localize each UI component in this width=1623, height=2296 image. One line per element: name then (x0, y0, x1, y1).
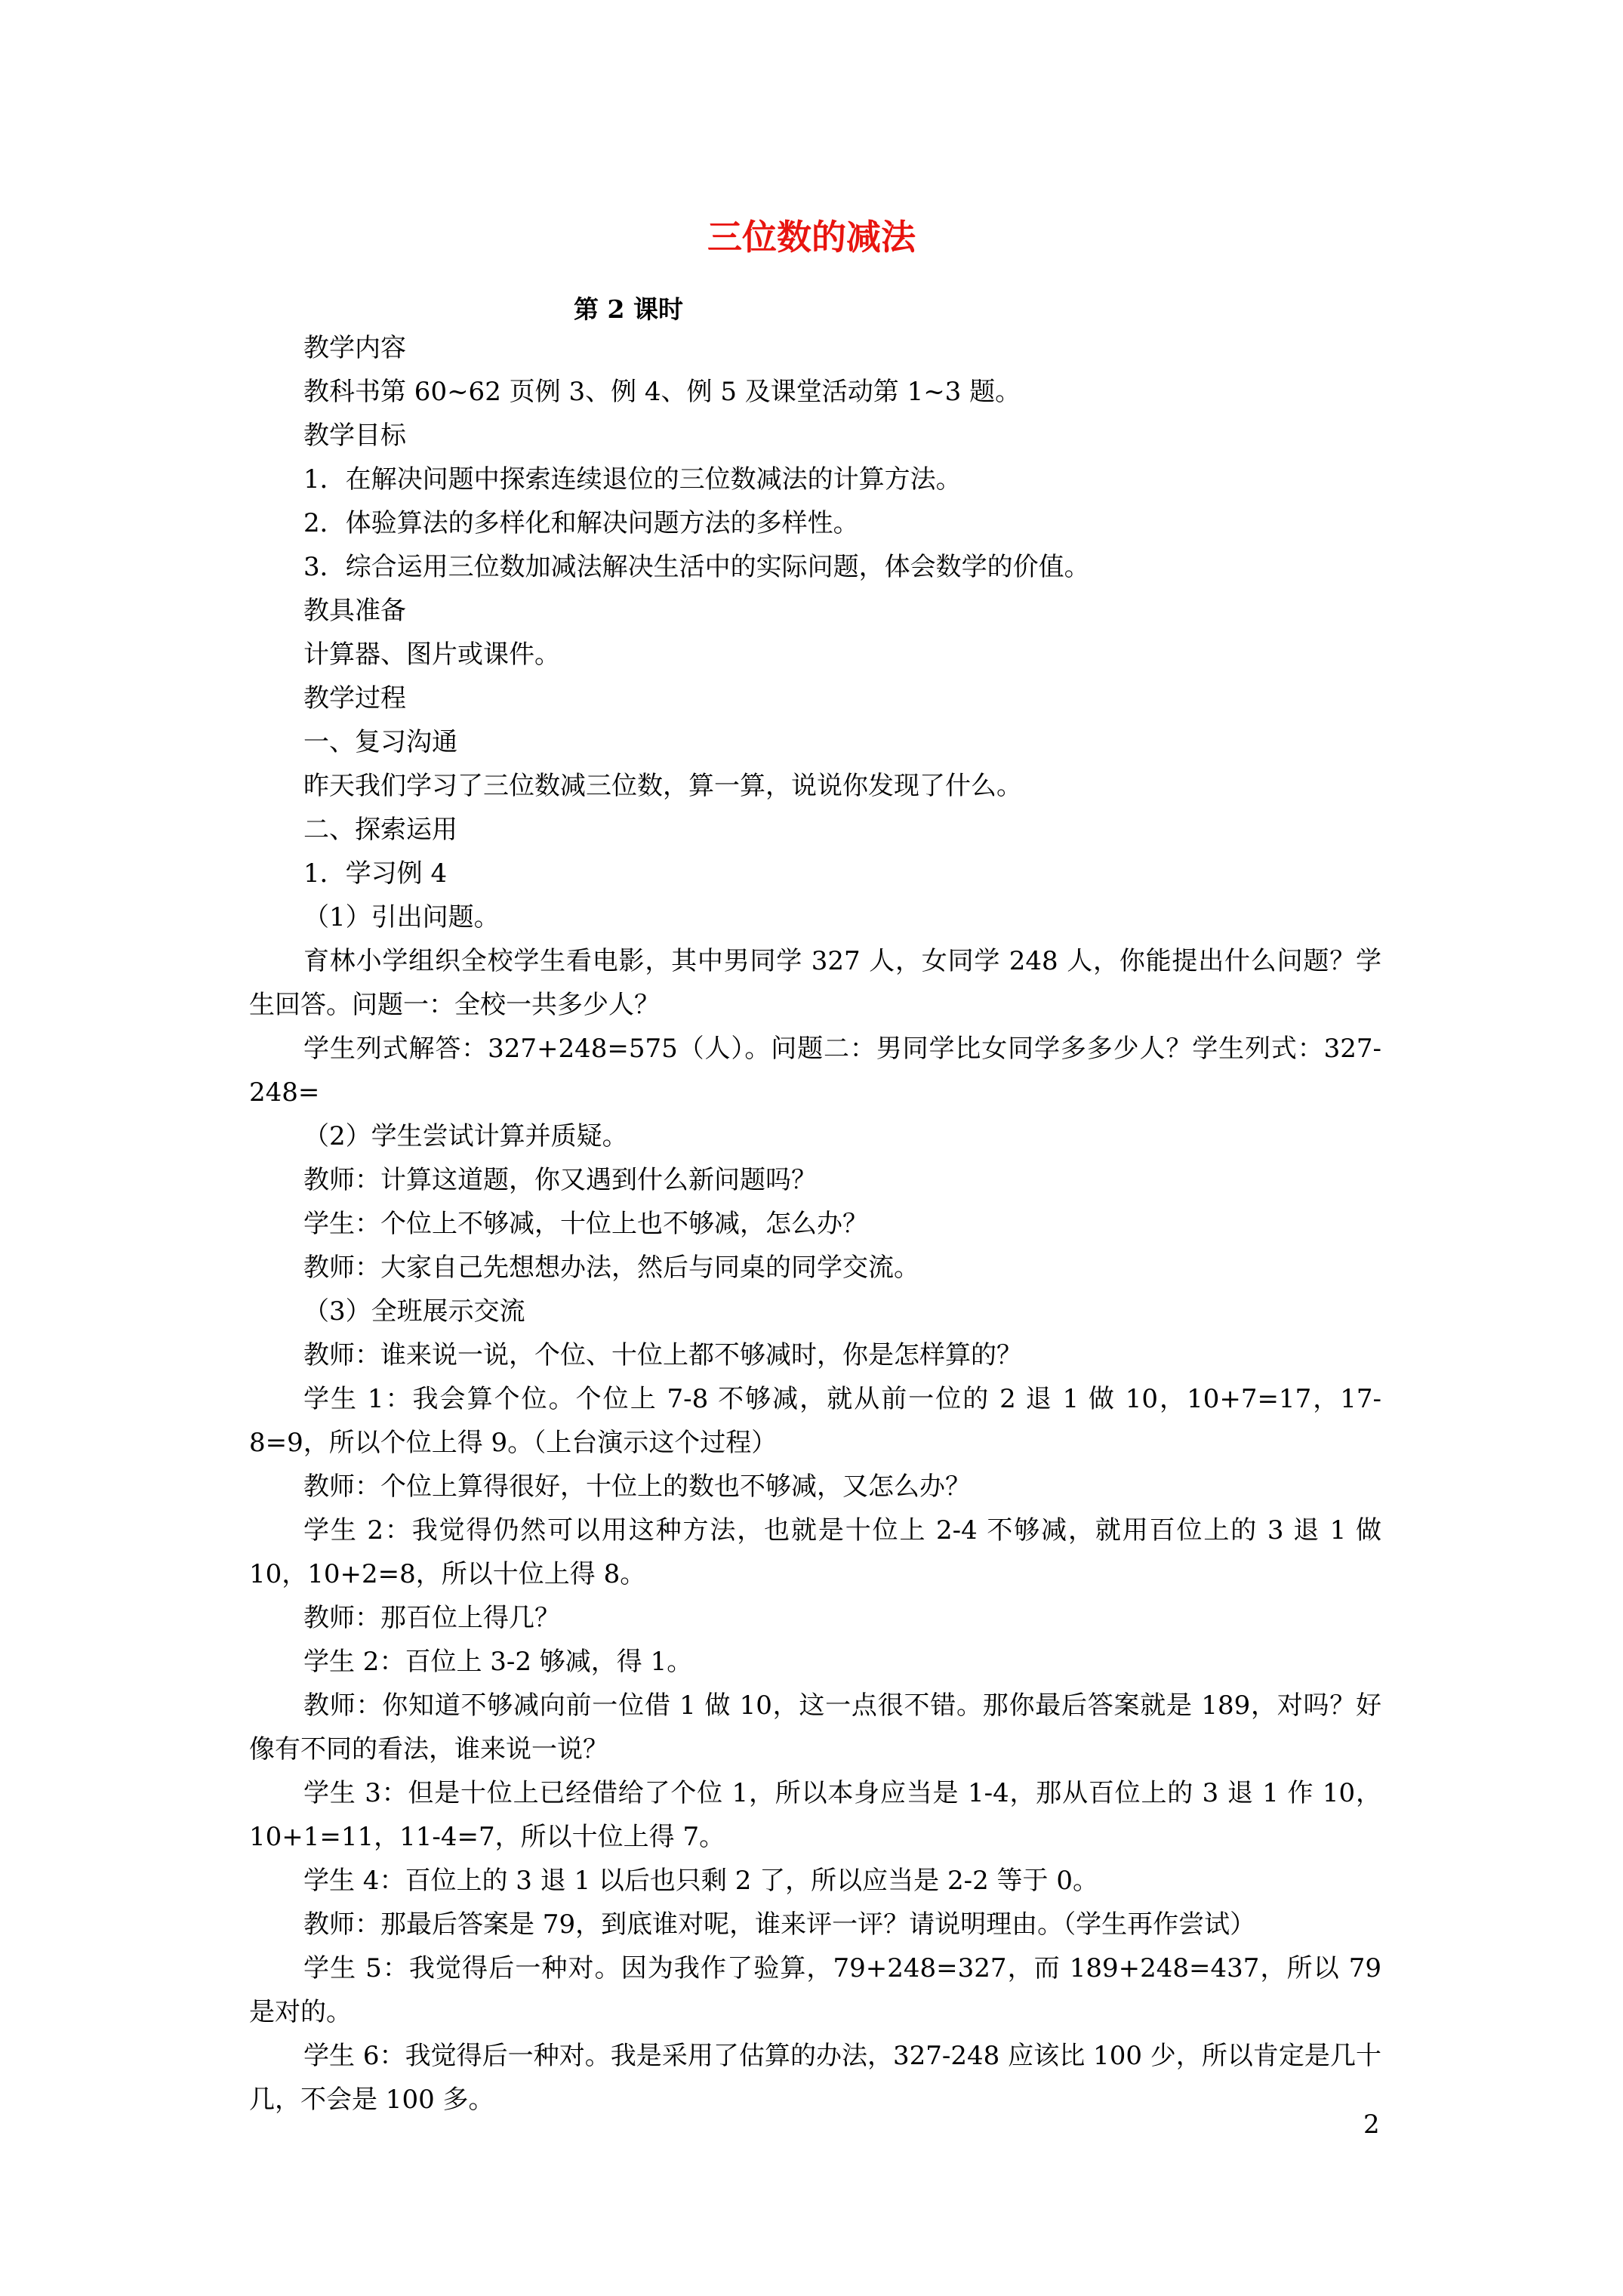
paragraph: 学生 2：百位上 3-2 够减，得 1。 (303, 1647, 693, 1677)
paragraph: （2）学生尝试计算并质疑。 (303, 1121, 628, 1151)
paragraph: 教具准备 (303, 596, 406, 626)
paragraph: 教师：计算这道题，你又遇到什么新问题吗？ (303, 1165, 817, 1195)
paragraph: 计算器、图片或课件。 (303, 639, 560, 670)
paragraph: 教科书第 60~62 页例 3、例 4、例 5 及课堂活动第 1~3 题。 (303, 377, 1021, 407)
paragraph: 学生 1：我会算个位。个位上 7-8 不够减，就从前一位的 2 退 1 做 10，10+7=17，17-8=9，所以个位上得 9。（上台演示这个过程） (249, 1384, 1381, 1458)
paragraph: 教学过程 (303, 683, 406, 713)
paragraph: 教师：谁来说一说，个位、十位上都不够减时，你是怎样算的？ (303, 1340, 1022, 1370)
paragraph: 1．在解决问题中探索连续退位的三位数减法的计算方法。 (303, 464, 962, 495)
paragraph: 教师：大家自己先想想办法，然后与同桌的同学交流。 (303, 1253, 919, 1283)
paragraph: （3）全班展示交流 (303, 1296, 525, 1327)
document-title: 三位数的减法 (707, 217, 916, 257)
paragraph: 学生 3：但是十位上已经借给了个位 1，所以本身应当是 1-4，那从百位上的 3 退 1 作 10，10+1=11，11-4=7，所以十位上得 7。 (249, 1778, 1381, 1852)
paragraph: 教学内容 (303, 333, 406, 363)
paragraph: 2．体验算法的多样化和解决问题方法的多样性。 (303, 508, 859, 538)
paragraph: 学生 6：我觉得后一种对。我是采用了估算的办法，327-248 应该比 100 少，所以肯定是几十几，不会是 100 多。 (249, 2041, 1381, 2115)
paragraph: （1）引出问题。 (303, 902, 500, 932)
paragraph: 教师：个位上算得很好，十位上的数也不够减，又怎么办？ (303, 1472, 971, 1502)
lesson-subtitle: 第 2 课时 (574, 294, 683, 324)
paragraph: 学生 4：百位上的 3 退 1 以后也只剩 2 了，所以应当是 2-2 等于 0。 (303, 1866, 1098, 1896)
paragraph: 学生 5：我觉得后一种对。因为我作了验算，79+248=327，而 189+248=437，所以 79 是对的。 (249, 1953, 1381, 2027)
paragraph: 学生：个位上不够减，十位上也不够减，怎么办？ (303, 1209, 868, 1239)
paragraph: 教师：那百位上得几？ (303, 1603, 560, 1633)
paragraph: 育林小学组织全校学生看电影，其中男同学 327 人，女同学 248 人，你能提出什么问题？学生回答。问题一：全校一共多少人？ (249, 946, 1381, 1020)
paragraph: 学生 2：我觉得仍然可以用这种方法，也就是十位上 2-4 不够减，就用百位上的 3 退 1 做 10，10+2=8，所以十位上得 8。 (249, 1515, 1381, 1589)
paragraph: 教师：你知道不够减向前一位借 1 做 10，这一点很不错。那你最后答案就是 189，对吗？好像有不同的看法，谁来说一说？ (249, 1690, 1381, 1764)
paragraph: 昨天我们学习了三位数减三位数，算一算，说说你发现了什么。 (303, 771, 1022, 801)
paragraph: 二、探索运用 (303, 815, 457, 845)
paragraph: 教学目标 (303, 421, 406, 451)
paragraph: 一、复习沟通 (303, 727, 457, 757)
paragraph: 1．学习例 4 (303, 858, 448, 889)
paragraph: 学生列式解答：327+248=575（人）。问题二：男同学比女同学多多少人？学生列式：327-248= (249, 1034, 1381, 1108)
paragraph: 3．综合运用三位数加减法解决生活中的实际问题，体会数学的价值。 (303, 552, 1090, 582)
page-number: 2 (1363, 2110, 1380, 2140)
document-body (249, 326, 1381, 2122)
paragraph: 教师：那最后答案是 79，到底谁对呢，谁来评一评？请说明理由。（学生再作尝试） (303, 1909, 1256, 1940)
